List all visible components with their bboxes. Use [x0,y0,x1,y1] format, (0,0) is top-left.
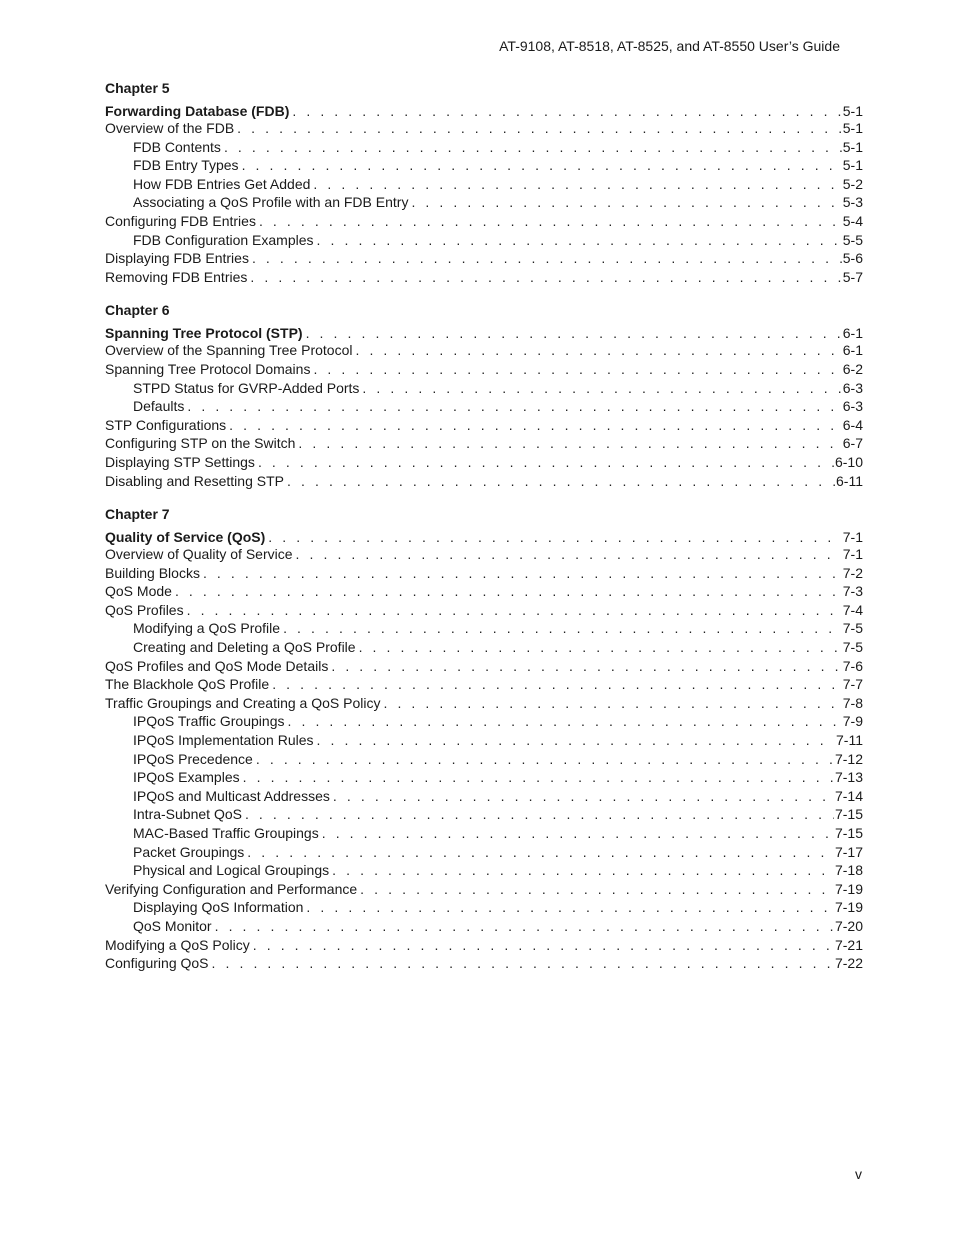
entry-page-number: 7-6 [842,657,863,674]
dot-leader [187,397,841,416]
entry-page-number: 7-9 [842,713,863,730]
entry-page-number: 5-1 [842,103,863,119]
toc-entry[interactable] [105,212,863,231]
toc-entry[interactable] [105,379,863,398]
entry-title: Forwarding Database (FDB) [105,103,290,119]
dot-leader [292,103,841,119]
toc-entry[interactable] [105,341,863,360]
dot-leader [203,564,842,583]
chapter-title-entry[interactable] [105,325,863,341]
dot-leader [253,936,834,955]
entry-page-number: 7-5 [842,620,863,637]
dot-leader [268,529,842,545]
entry-title: Intra-Subnet QoS [133,806,242,823]
dot-leader [237,119,842,138]
toc-entry[interactable] [105,193,863,212]
entry-page-number: 5-4 [842,212,863,229]
entry-title: Displaying QoS Information [133,899,304,916]
chapter-title-entry[interactable] [105,103,863,119]
dot-leader [256,750,834,769]
entry-title: FDB Configuration Examples [133,231,314,248]
toc-entry[interactable] [105,657,863,676]
chapter-label: Chapter 7 [105,506,170,523]
entry-page-number: 5-2 [842,175,863,192]
entry-title: Disabling and Resetting STP [105,472,284,489]
toc-entry[interactable] [105,268,863,287]
entry-page-number: 5-1 [842,120,863,136]
entry-page-number: 7-17 [834,843,863,860]
dot-leader [296,545,842,564]
dot-leader [272,675,842,694]
chapter-label: Chapter 5 [105,80,170,96]
dot-leader [331,657,841,676]
dot-leader [212,954,834,973]
dot-leader [252,249,842,268]
entry-page-number: 7-22 [834,955,863,972]
dot-leader [258,453,834,472]
entry-title: Overview of Quality of Service [105,546,293,563]
entry-title: Packet Groupings [133,843,245,860]
toc-entry[interactable] [105,601,863,620]
toc-entry[interactable] [105,917,863,936]
entry-page-number: 6-7 [842,435,863,452]
entry-page-number: 7-20 [834,917,863,934]
entry-title: Modifying a QoS Policy [105,936,250,953]
entry-page-number: 7-12 [834,750,863,767]
toc-entry[interactable] [105,156,863,175]
entry-title: Displaying FDB Entries [105,250,249,267]
entry-title: Spanning Tree Protocol (STP) [105,325,303,342]
toc-entry[interactable] [105,805,863,824]
entry-title: FDB Entry Types [133,157,239,174]
entry-page-number: 7-11 [836,732,863,749]
entry-title: STP Configurations [105,416,227,433]
dot-leader [333,787,834,806]
entry-title: Spanning Tree Protocol Domains [105,360,311,377]
toc-entry[interactable] [105,843,863,862]
toc-entry[interactable] [105,582,863,601]
dot-leader [250,268,841,287]
toc-entry[interactable] [105,954,863,973]
dot-leader [317,731,835,750]
entry-title: Associating a QoS Profile with an FDB Entry [133,194,409,211]
entry-title: IPQoS and Multicast Addresses [133,787,330,804]
entry-title: QoS Mode [105,583,172,600]
toc-entry[interactable] [105,638,863,657]
entry-title: How FDB Entries Get Added [133,175,311,192]
chapter-section [105,80,863,286]
dot-leader [411,193,841,212]
toc-entry[interactable] [105,898,863,917]
chapter-section [105,302,863,490]
dot-leader [313,360,841,379]
toc-entry[interactable] [105,249,863,268]
dot-leader [355,341,841,360]
entry-page-number: 6-10 [834,453,863,470]
toc-entry[interactable] [105,787,863,806]
entry-page-number: 7-1 [842,546,863,563]
entry-page-number: 7-13 [834,769,863,786]
chapter-title-entry[interactable] [105,529,863,545]
entry-page-number: 7-21 [834,936,863,953]
dot-leader [187,601,842,620]
dot-leader [332,861,834,880]
toc-entry[interactable] [105,675,863,694]
toc-entry[interactable] [105,861,863,880]
toc-entry[interactable] [105,880,863,899]
entry-page-number: 5-3 [842,194,863,211]
dot-leader [242,156,842,175]
page-number: v [855,1166,862,1182]
entry-page-number: 7-15 [834,825,863,841]
entry-page-number: 5-5 [842,231,863,248]
entry-page-number: 7-19 [834,880,863,897]
entry-title: The Blackhole QoS Profile [105,676,270,693]
dot-leader [283,619,842,638]
dot-leader [243,768,834,787]
entry-page-number: 7-5 [842,639,863,656]
toc-entry[interactable] [105,694,863,713]
toc-entry[interactable] [105,175,863,194]
dot-leader [245,805,834,824]
entry-page-number: 7-7 [842,676,863,693]
entry-title: Traffic Groupings and Creating a QoS Policy [105,694,381,711]
running-header: AT-9108, AT-8518, AT-8525, and AT-8550 User’s Guide [499,38,840,54]
dot-leader [229,416,842,435]
entry-title: Physical and Logical Groupings [133,862,330,879]
entry-title: MAC-Based Traffic Groupings [133,825,319,841]
entry-page-number: 5-7 [842,268,863,285]
entry-title: Removing FDB Entries [105,268,248,285]
dot-leader [322,824,834,843]
entry-title: Modifying a QoS Profile [133,620,281,637]
toc-entry[interactable] [105,397,863,416]
toc-entry[interactable] [105,453,863,472]
entry-title: Building Blocks [105,564,200,581]
toc-entry[interactable] [105,138,863,157]
entry-title: QoS Profiles and QoS Mode Details [105,657,329,674]
toc-entry[interactable] [105,750,863,769]
entry-page-number: 6-3 [842,379,863,396]
toc-entry[interactable] [105,619,863,638]
entry-page-number: 7-4 [842,601,863,618]
dot-leader [287,712,841,731]
entry-title: Displaying STP Settings [105,453,255,470]
toc-entry[interactable] [105,824,863,843]
dot-leader [362,379,841,398]
entry-page-number: 7-14 [834,787,863,804]
entry-title: Creating and Deleting a QoS Profile [133,639,356,656]
entry-page-number: 7-18 [834,862,863,879]
dot-leader [224,138,842,157]
dot-leader [259,212,842,231]
dot-leader [287,472,835,491]
toc-entry[interactable] [105,712,863,731]
toc-entry[interactable] [105,416,863,435]
entry-page-number: 6-1 [842,325,863,342]
entry-title: IPQoS Traffic Groupings [133,713,285,730]
entry-title: STPD Status for GVRP-Added Ports [133,379,360,396]
toc-entry[interactable] [105,545,863,564]
entry-page-number: 7-3 [842,583,863,600]
entry-page-number: 6-2 [842,360,863,377]
entry-page-number: 7-19 [834,899,863,916]
toc-entry[interactable] [105,472,863,491]
dot-leader [175,582,842,601]
entry-title: QoS Profiles [105,601,184,618]
chapter-label: Chapter 6 [105,302,170,319]
entry-title: Quality of Service (QoS) [105,529,266,546]
chapter-section [105,506,863,973]
dot-leader [359,638,842,657]
toc-entry[interactable] [105,360,863,379]
toc-entry[interactable] [105,731,863,750]
toc-entry[interactable] [105,564,863,583]
entry-title: Configuring FDB Entries [105,212,256,229]
entry-title: Overview of the Spanning Tree Protocol [105,342,353,359]
toc-entry[interactable] [105,231,863,250]
entry-title: Verifying Configuration and Performance [105,880,358,897]
dot-leader [313,175,841,194]
dot-leader [247,843,834,862]
entry-page-number: 6-1 [842,342,863,359]
toc-entry[interactable] [105,768,863,787]
entry-page-number: 5-1 [842,157,863,174]
dot-leader [298,434,841,453]
table-of-contents [105,80,863,989]
entry-page-number: 6-4 [842,416,863,433]
toc-entry[interactable] [105,936,863,955]
entry-title: Defaults [133,398,185,415]
entry-page-number: 7-2 [842,564,863,581]
toc-entry[interactable] [105,119,863,138]
entry-page-number: 5-1 [842,138,863,155]
entry-title: Overview of the FDB [105,120,235,136]
entry-title: FDB Contents [133,138,221,155]
dot-leader [317,231,842,250]
entry-title: IPQoS Implementation Rules [133,732,314,749]
entry-title: Configuring QoS [105,955,209,972]
toc-entry[interactable] [105,434,863,453]
entry-page-number: 7-15 [834,806,863,823]
entry-title: IPQoS Precedence [133,750,253,767]
entry-title: IPQoS Examples [133,769,240,786]
dot-leader [215,917,834,936]
entry-page-number: 5-6 [842,250,863,267]
entry-title: QoS Monitor [133,917,212,934]
dot-leader [360,880,834,899]
entry-title: Configuring STP on the Switch [105,435,296,452]
dot-leader [306,898,834,917]
entry-page-number: 7-8 [842,694,863,711]
dot-leader [306,325,842,341]
entry-page-number: 6-11 [836,472,863,489]
entry-page-number: 7-1 [842,529,863,546]
entry-page-number: 6-3 [842,398,863,415]
dot-leader [383,694,841,713]
